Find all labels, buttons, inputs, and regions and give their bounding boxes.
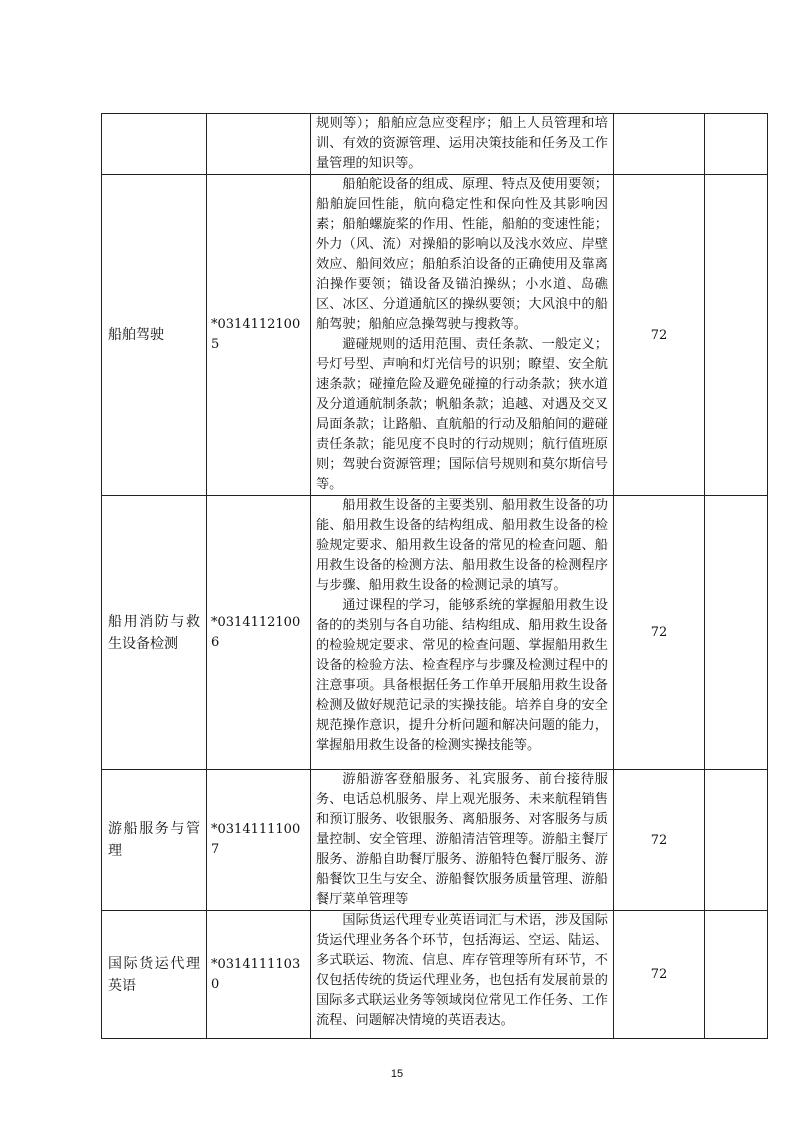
course-content-cell bbox=[311, 496, 614, 770]
course-hours-cell: 72 bbox=[614, 496, 705, 770]
course-code-cell: *03141121005 bbox=[207, 175, 311, 496]
course-content-paragraph: 游船游客登船服务、礼宾服务、前台接待服务、电话总机服务、岸上观光服务、未来航程销售和预订服务、收银服务、离船服务、对客服务与质量控制、安全管理、游船清洁管理等。游船主餐厅服务、游船自助餐厅服务、游船特色餐厅服务、游船餐饮卫生与安全、游船餐饮服务质量管理、游船餐厅菜单管理等 bbox=[316, 772, 608, 907]
course-hours-cell: 72 bbox=[614, 770, 705, 911]
course-content-cell bbox=[311, 911, 614, 1039]
course-content-paragraph: 船舶舵设备的组成、原理、特点及使用要领；船舶旋回性能，航向稳定性和保向性及其影响因素；船舶螺旋桨的作用、性能，船舶的变速性能；外力（风、流）对操船的影响以及浅水效应、岸壁效应、船间效应；船舶系泊设备的正确使用及靠离泊操作要领；锚设备及锚泊操纵；小水道、岛礁区、冰区、分道通航区的操纵要领；大风浪中的船舶驾驶；船舶应急操驾驶与搜救等。 bbox=[316, 177, 608, 332]
blank-cell bbox=[705, 114, 768, 175]
course-name-cell bbox=[102, 114, 207, 175]
course-hours-cell bbox=[614, 114, 705, 175]
blank-cell bbox=[705, 175, 768, 496]
table-row bbox=[102, 496, 768, 770]
course-content-paragraph: 船用救生设备的主要类别、船用救生设备的功能、船用救生设备的结构组成、船用救生设备的检验规定要求、船用救生设备的常见的检查问题、船用救生设备的检测方法、船用救生设备的检测程序与步骤、船用救生设备的检测记录的填写。 bbox=[316, 498, 608, 593]
course-content-paragraph: 通过课程的学习，能够系统的掌握船用救生设备的的类别与各自功能、结构组成、船用救生设备的检验规定要求、常见的检查问题、掌握船用救生设备的检验方法、检查程序与步骤及检测过程中的注意事项。具备根据任务工作单开展船用救生设备检测及做好规范记录的实操技能。培养自身的安全规范操作意识，提升分析问题和解决问题的能力，掌握船用救生设备的检测实操技能等。 bbox=[316, 598, 608, 753]
course-content-cell bbox=[311, 114, 614, 175]
course-code-cell bbox=[207, 114, 311, 175]
course-content-paragraph: 避碰规则的适用范围、责任条款、一般定义；号灯号型、声响和灯光信号的识别；瞭望、安全航速条款；碰撞危险及避免碰撞的行动条款；狭水道及分道通航制条款；帆船条款；追越、对遇及交叉局面条款；让路船、直航船的行动及船舶间的避碰责任条款；能见度不良时的行动规则；航行值班原则；驾驶台资源管理；国际信号规则和莫尔斯信号等。 bbox=[316, 337, 608, 492]
course-content-cell bbox=[311, 770, 614, 911]
table-row bbox=[102, 114, 768, 175]
course-name-cell: 船舶驾驶 bbox=[102, 175, 207, 496]
course-code-cell: *03141121006 bbox=[207, 496, 311, 770]
page-number: 15 bbox=[390, 1068, 404, 1080]
course-code-cell: *03141111030 bbox=[207, 911, 311, 1039]
table-row bbox=[102, 911, 768, 1039]
table-row bbox=[102, 175, 768, 496]
course-code-cell: *03141111007 bbox=[207, 770, 311, 911]
course-content-paragraph: 国际货运代理专业英语词汇与术语，涉及国际货运代理业务各个环节，包括海运、空运、陆运、多式联运、物流、信息、库存管理等所有环节，不仅包括传统的货运代理业务，也包括有发展前景的国际多式联运业务等领域岗位常见工作任务、工作流程、问题解决情境的英语表达。 bbox=[316, 913, 608, 1028]
course-name-cell: 游船服务与管理 bbox=[102, 770, 207, 911]
course-hours-cell: 72 bbox=[614, 175, 705, 496]
course-content-cell bbox=[311, 175, 614, 496]
blank-cell bbox=[705, 496, 768, 770]
course-name-cell: 船用消防与救生设备检测 bbox=[102, 496, 207, 770]
course-name-cell: 国际货运代理英语 bbox=[102, 911, 207, 1039]
course-content-paragraph: 规则等）；船舶应急应变程序；船上人员管理和培训、有效的资源管理、运用决策技能和任务及工作量管理的知识等。 bbox=[316, 116, 608, 171]
table-row bbox=[102, 770, 768, 911]
course-hours-cell: 72 bbox=[614, 911, 705, 1039]
blank-cell bbox=[705, 770, 768, 911]
course-table bbox=[101, 113, 768, 1039]
blank-cell bbox=[705, 911, 768, 1039]
